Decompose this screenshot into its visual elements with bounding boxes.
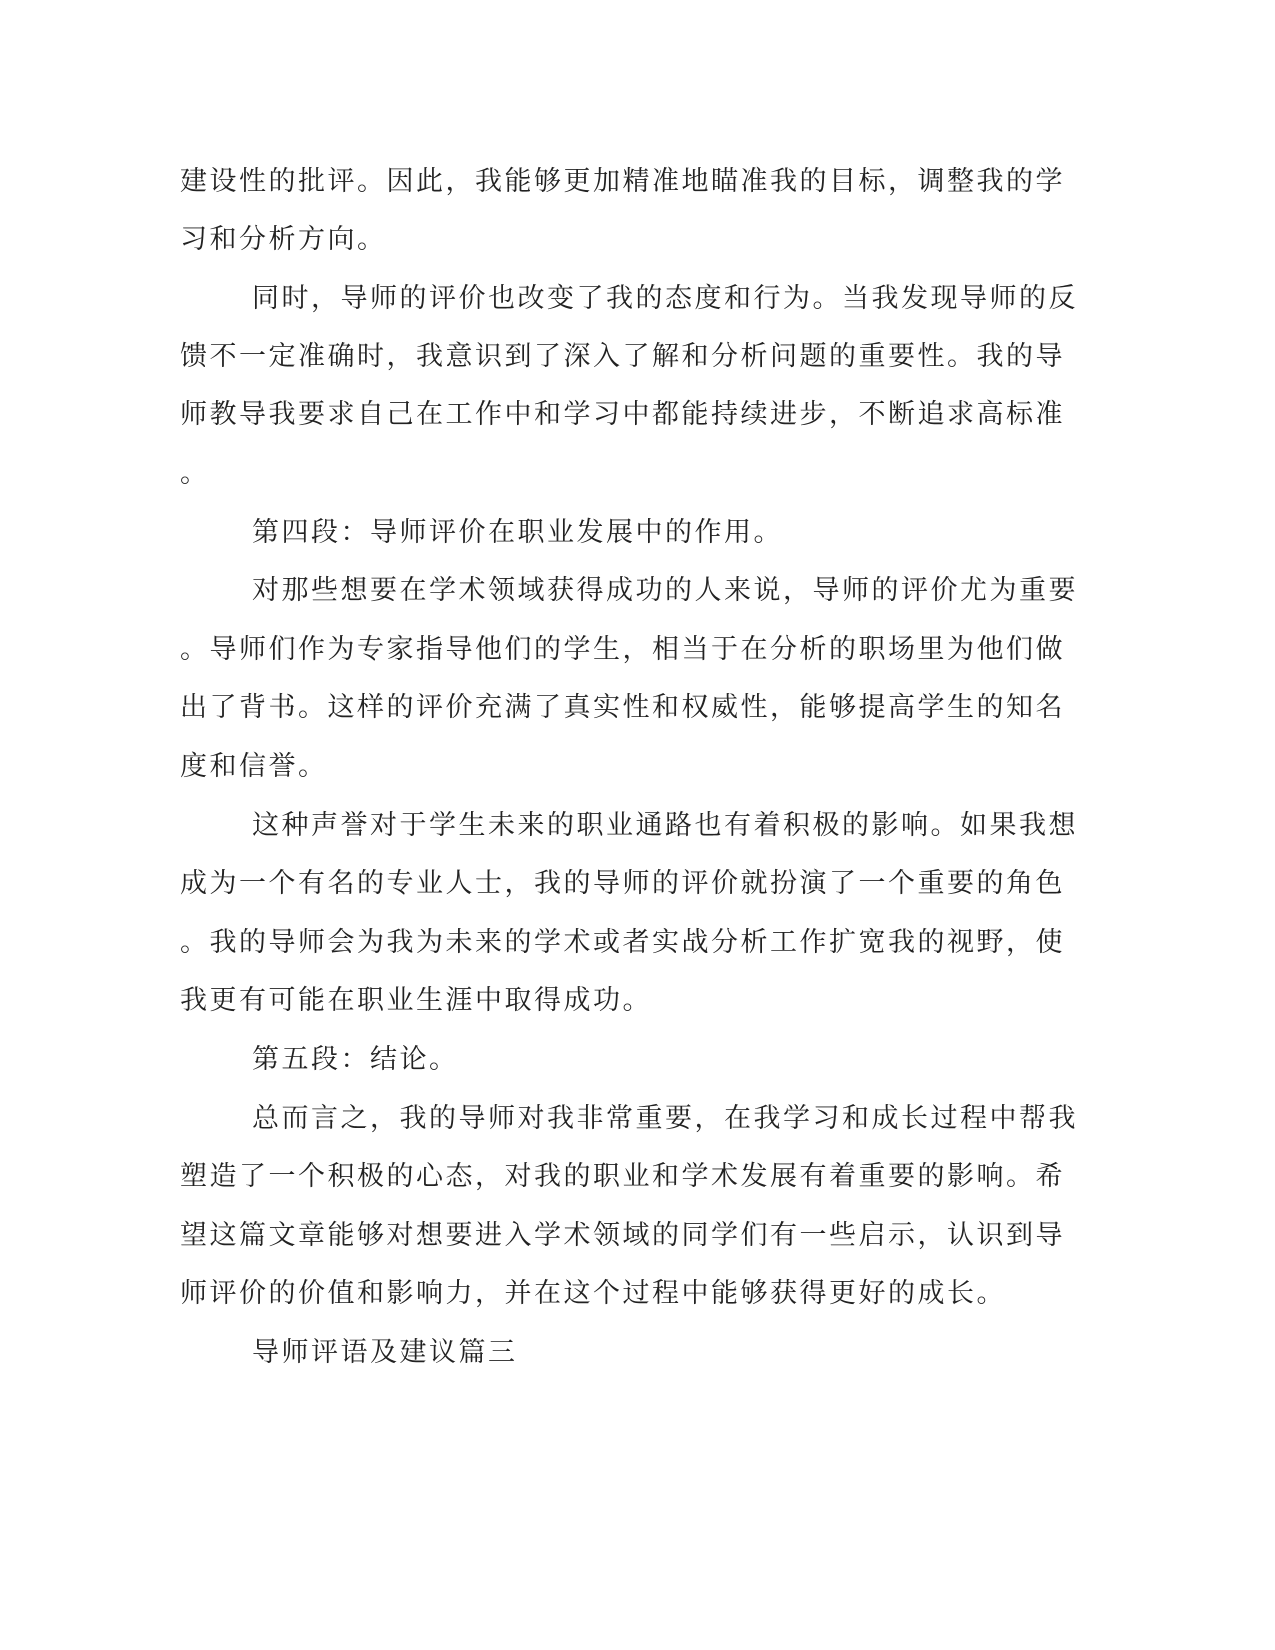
- text-line: 度和信誉。: [180, 751, 328, 782]
- paragraph-first-line: 这种声誉对于学生未来的职业通路也有着积极的影响。如果我想: [252, 810, 1078, 841]
- paragraph-first-line: 对那些想要在学术领域获得成功的人来说，导师的评价尤为重要: [252, 575, 1078, 606]
- text-line: 师评价的价值和影响力，并在这个过程中能够获得更好的成长。: [180, 1278, 1006, 1309]
- text-line: 习和分析方向。: [180, 224, 387, 255]
- text-line: 。我的导师会为我为未来的学术或者实战分析工作扩宽我的视野，使: [180, 927, 1065, 958]
- paragraph-first-line: 总而言之，我的导师对我非常重要，在我学习和成长过程中帮我: [252, 1103, 1078, 1134]
- text-line: 塑造了一个积极的心态，对我的职业和学术发展有着重要的影响。希: [180, 1161, 1065, 1192]
- text-line: 成为一个有名的专业人士，我的导师的评价就扮演了一个重要的角色: [180, 868, 1065, 899]
- text-line: 。导师们作为专家指导他们的学生，相当于在分析的职场里为他们做: [180, 634, 1065, 665]
- section-title: 导师评语及建议篇三: [252, 1337, 518, 1368]
- text-line: 。: [180, 458, 210, 489]
- text-line: 我更有可能在职业生涯中取得成功。: [180, 985, 652, 1016]
- paragraph-first-line: 同时，导师的评价也改变了我的态度和行为。当我发现导师的反: [252, 283, 1078, 314]
- text-line: 师教导我要求自己在工作中和学习中都能持续进步，不断追求高标准: [180, 399, 1065, 430]
- section-heading: 第四段：导师评价在职业发展中的作用。: [252, 517, 783, 548]
- text-line: 望这篇文章能够对想要进入学术领域的同学们有一些启示，认识到导: [180, 1220, 1065, 1251]
- text-line: 出了背书。这样的评价充满了真实性和权威性，能够提高学生的知名: [180, 692, 1065, 723]
- text-line: 建设性的批评。因此，我能够更加精准地瞄准我的目标，调整我的学: [180, 166, 1065, 197]
- text-line: 馈不一定准确时，我意识到了深入了解和分析问题的重要性。我的导: [180, 341, 1065, 372]
- section-heading: 第五段：结论。: [252, 1044, 459, 1075]
